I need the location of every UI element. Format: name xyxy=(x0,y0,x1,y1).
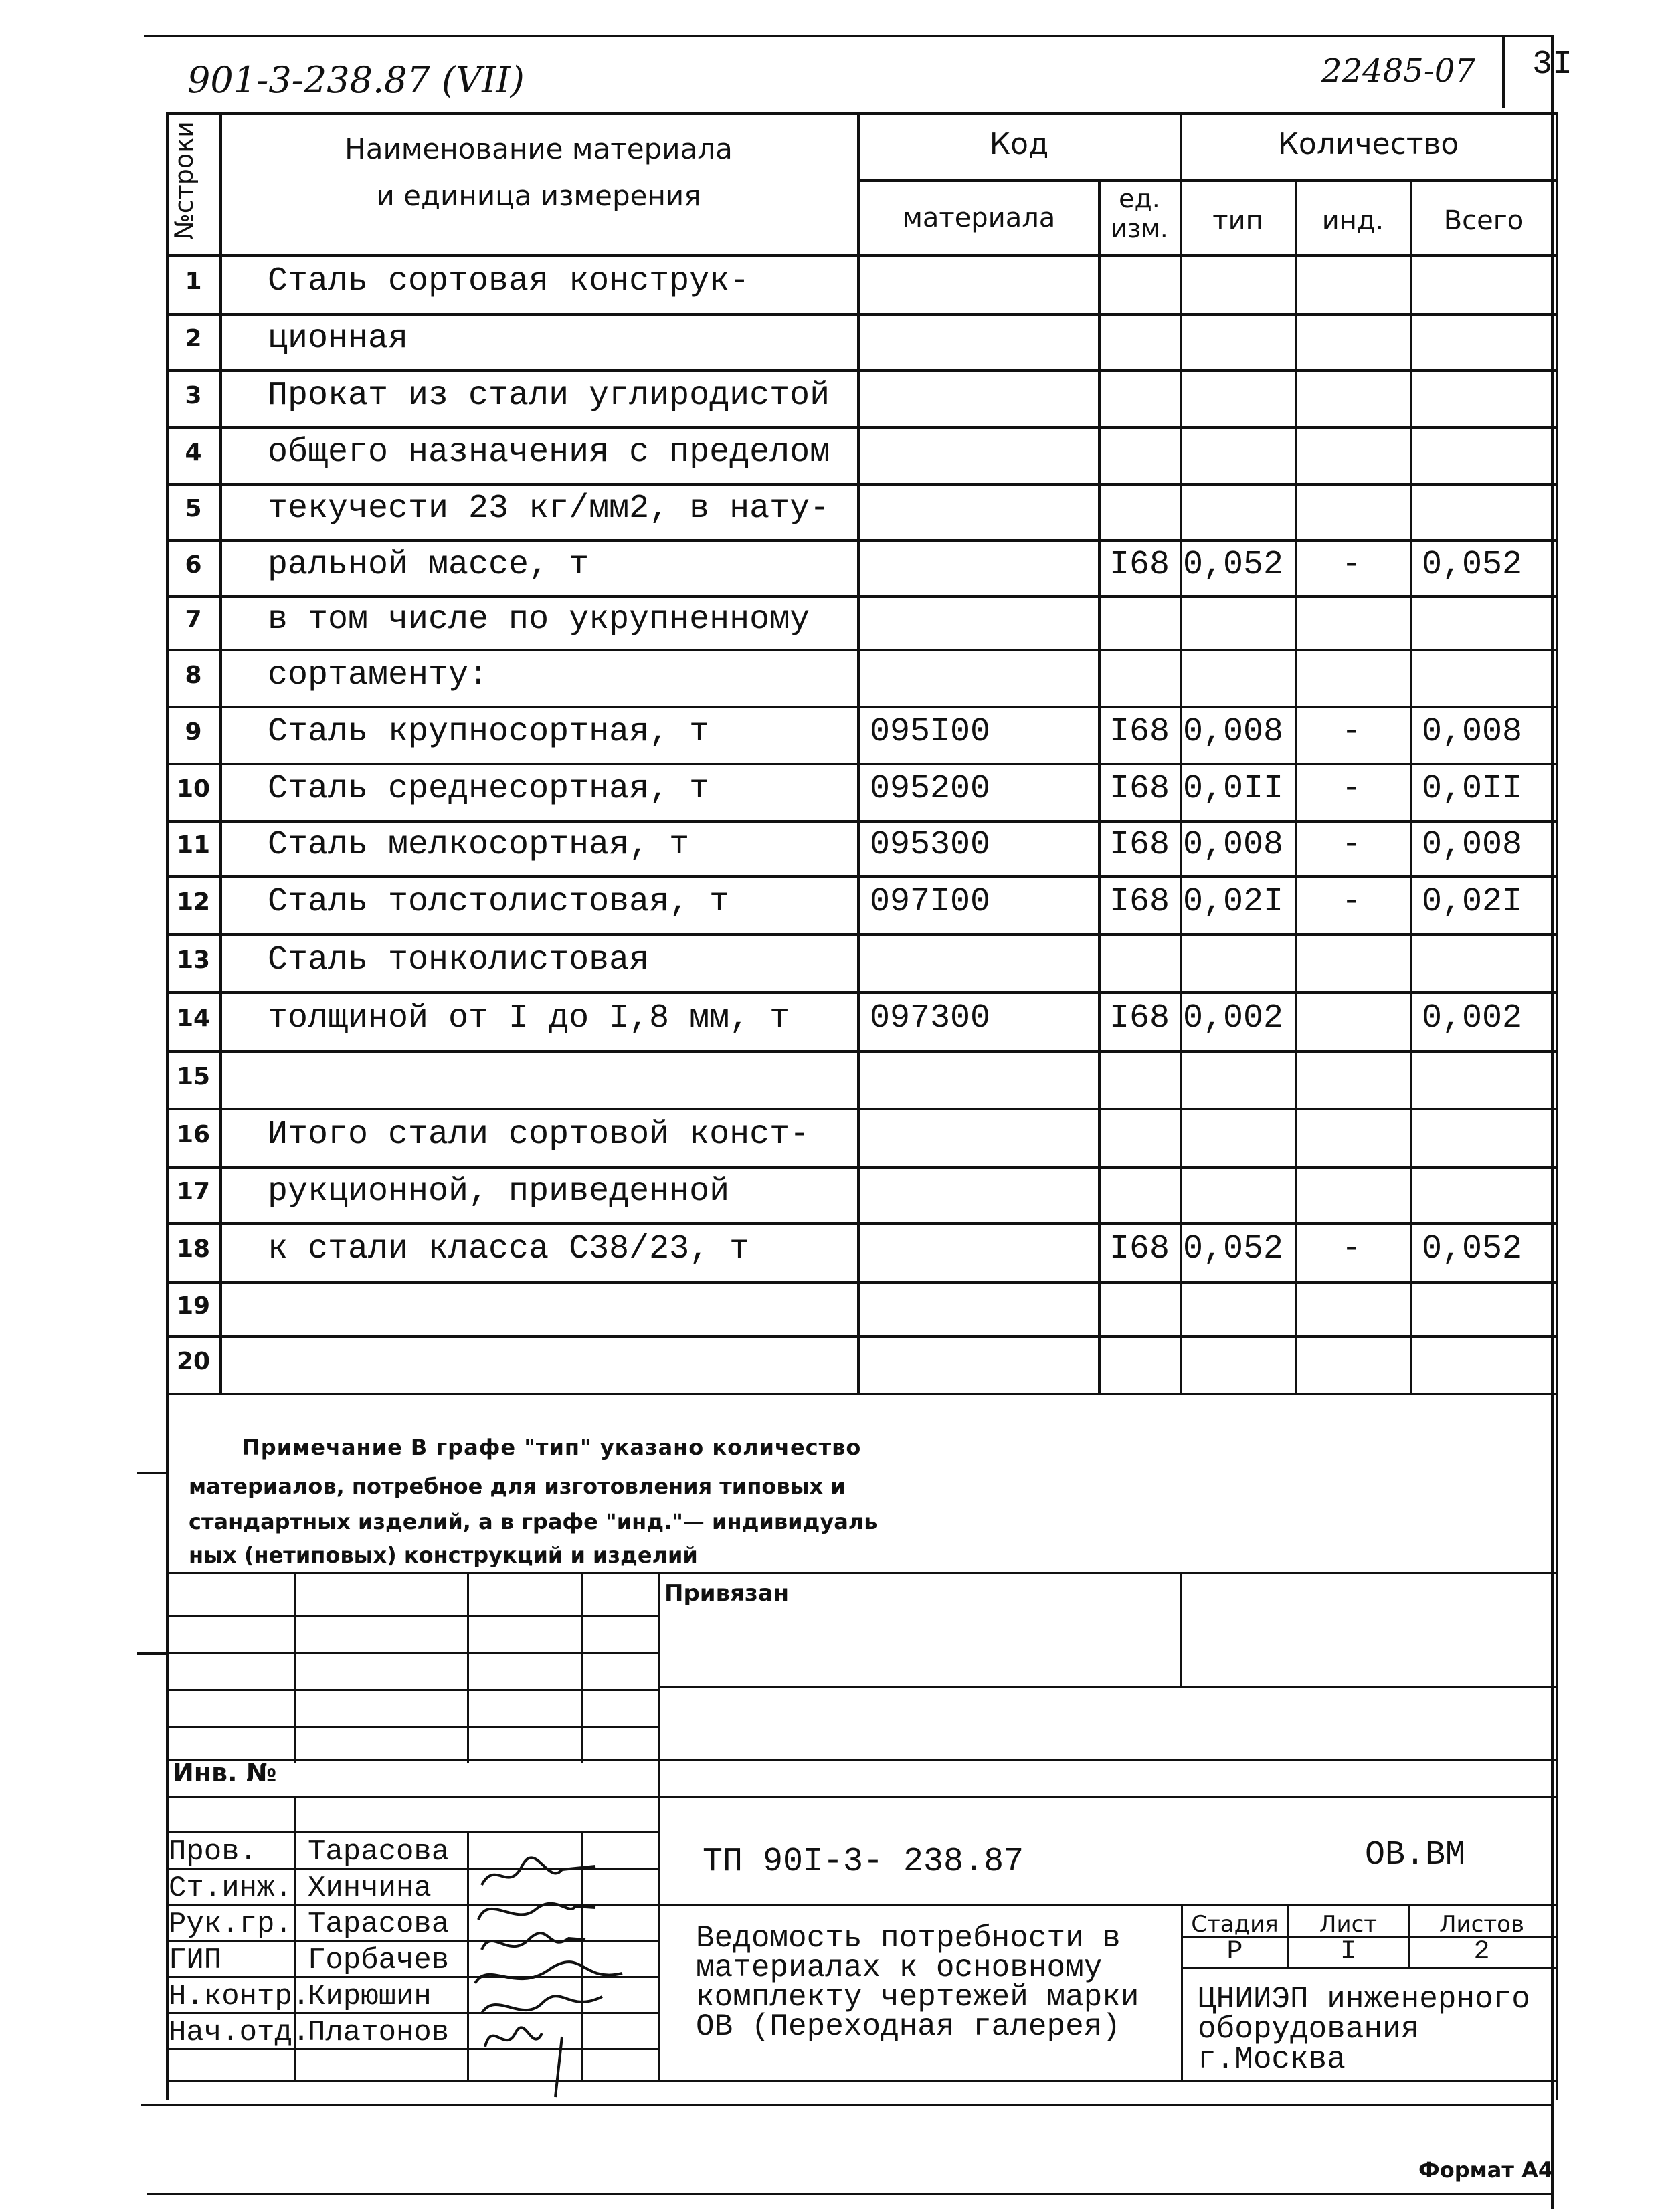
row-name: сортаменту: xyxy=(268,656,489,694)
row-line xyxy=(166,820,1556,823)
row-name: в том числе по укрупненному xyxy=(268,601,810,639)
row-name: Прокат из стали углиродистой xyxy=(268,376,830,415)
signer-role: Рук.гр. xyxy=(169,1908,292,1941)
note-line-3: стандартных изделий, а в графе "инд."— индивидуаль xyxy=(189,1509,878,1534)
margin-tick xyxy=(137,1652,167,1655)
signature-scribbles xyxy=(468,1853,669,2134)
document-code: 901-3-238.87 (VII) xyxy=(187,59,525,101)
row-number: 4 xyxy=(185,438,202,466)
page-number-box-left xyxy=(1502,35,1505,108)
row-number: 11 xyxy=(176,831,211,859)
title-top-line xyxy=(658,1904,1556,1906)
row-code: 095I00 xyxy=(870,712,991,751)
signature-6 xyxy=(485,2027,562,2097)
col-typ-line xyxy=(1295,179,1297,1393)
row-name: рукционной, приведенной xyxy=(268,1173,730,1211)
row-total: 0,0II xyxy=(1422,770,1523,808)
stamp-v-col2 xyxy=(467,1572,469,1763)
stamp-left-row xyxy=(166,1652,658,1654)
row-number: 15 xyxy=(176,1063,211,1090)
row-typ: 0,02I xyxy=(1183,882,1284,921)
row-total: 0,052 xyxy=(1422,1230,1523,1268)
signature-2 xyxy=(478,1904,595,1920)
row-ind: - xyxy=(1342,546,1362,584)
header-quantity: Количество xyxy=(1277,127,1459,161)
signer-name: Хинчина xyxy=(308,1872,432,1905)
row-code: 097I00 xyxy=(870,882,991,921)
inv-no-label: Инв. № xyxy=(173,1758,277,1787)
signature-1 xyxy=(482,1857,595,1885)
row-line xyxy=(166,1108,1556,1110)
signer-name: Платонов xyxy=(308,2016,450,2049)
row-line xyxy=(166,539,1556,542)
row-name: Сталь толстолистовая, т xyxy=(268,882,730,921)
stage-value: Р xyxy=(1226,1937,1243,1967)
drawing-mark: ОВ.ВМ xyxy=(1365,1836,1466,1874)
row-name: ральной массе, т xyxy=(268,546,589,584)
row-typ: 0,008 xyxy=(1183,712,1284,751)
org-line-2: оборудования xyxy=(1198,2012,1420,2047)
row-name: Сталь крупносортная, т xyxy=(268,712,710,751)
row-number: 13 xyxy=(176,946,211,974)
header-unit-line2: изм. xyxy=(1111,214,1168,243)
row-number: 17 xyxy=(176,1178,211,1205)
title-line-2: материалах к основному xyxy=(696,1950,1103,1985)
header-material: материала xyxy=(902,203,1056,233)
org-line-3: г.Москва xyxy=(1198,2042,1346,2077)
row-name: Сталь мелкосортная, т xyxy=(268,826,690,864)
row-total: 0,008 xyxy=(1422,712,1523,751)
col-unit-line xyxy=(1180,112,1182,1393)
row-name: Сталь среднесортная, т xyxy=(268,770,710,808)
row-name: Сталь сортовая конструк- xyxy=(268,262,750,300)
row-line xyxy=(166,1222,1556,1225)
margin-tick xyxy=(137,1472,167,1474)
header-unit-line1: ед. xyxy=(1119,184,1160,213)
row-number: 5 xyxy=(185,495,202,522)
row-line xyxy=(166,483,1556,486)
row-number: 2 xyxy=(185,325,202,353)
row-line xyxy=(166,313,1556,316)
signer-role: Ст.инж. xyxy=(169,1872,292,1905)
org-line-1: ЦНИИЭП инженерного xyxy=(1198,1982,1530,2017)
table-top-line xyxy=(166,112,1556,115)
row-line xyxy=(166,1050,1556,1053)
inv-bottom-line xyxy=(166,1796,1556,1798)
row-line xyxy=(166,991,1556,994)
row-typ: 0,0II xyxy=(1183,770,1284,808)
note-line-4: ных (нетиповых) конструкций и изделий xyxy=(189,1542,698,1568)
row-line xyxy=(166,763,1556,765)
frame-right-inner-line xyxy=(1556,1393,1558,2100)
header-row-no: №строки xyxy=(169,121,199,240)
frame-right-line xyxy=(1551,35,1554,2209)
stamp-top-line xyxy=(166,1572,1556,1574)
privyazan-right-line xyxy=(1180,1572,1182,1686)
inv-top-line xyxy=(166,1759,1556,1761)
title-line-4: ОВ (Переходная галерея) xyxy=(696,2009,1121,2044)
row-unit: I68 xyxy=(1109,826,1170,864)
row-number: 20 xyxy=(176,1348,211,1375)
row-name: Итого стали сортовой конст- xyxy=(268,1115,810,1154)
signature-3 xyxy=(482,1933,585,1950)
header-ind: инд. xyxy=(1321,205,1384,236)
sheet-label: Лист xyxy=(1319,1911,1378,1938)
row-unit: I68 xyxy=(1109,999,1170,1037)
note-line-1: Примечание В графе "тип" указано количество xyxy=(242,1435,862,1460)
col-name-line xyxy=(857,112,860,1393)
row-total: 0,008 xyxy=(1422,826,1523,864)
row-name: толщиной от I до I,8 мм, т xyxy=(268,999,790,1037)
signer-role: Н.контр. xyxy=(169,1980,310,2013)
header-name-line1: Наименование материала xyxy=(345,132,733,165)
signature-5 xyxy=(482,1996,602,2013)
signer-name: Кирюшин xyxy=(308,1980,432,2013)
row-name: к стали класса С38/23, т xyxy=(268,1230,750,1268)
title-line-3: комплекту чертежей марки xyxy=(696,1980,1139,2015)
col-code-line xyxy=(1098,179,1101,1393)
row-line xyxy=(166,595,1556,598)
row-total: 0,002 xyxy=(1422,999,1523,1037)
privyazan-label: Привязан xyxy=(664,1580,790,1607)
stamp-left-row xyxy=(166,1726,658,1728)
row-line xyxy=(166,649,1556,651)
row-number: 3 xyxy=(185,381,202,409)
project-code: ТП 90I-3- 238.87 xyxy=(703,1843,1024,1881)
row-line xyxy=(166,1166,1556,1169)
signature-4 xyxy=(475,1962,622,1983)
header-sub-line xyxy=(858,179,1556,182)
signer-role: ГИП xyxy=(169,1944,222,1977)
row-ind: - xyxy=(1342,1230,1362,1268)
header-code: Код xyxy=(989,127,1049,161)
row-typ: 0,002 xyxy=(1183,999,1284,1037)
row-ind: - xyxy=(1342,882,1362,921)
signer-role: Нач.отд. xyxy=(169,2016,310,2049)
row-line xyxy=(166,1393,1556,1395)
stamp-left-row xyxy=(166,1689,658,1691)
row-line xyxy=(166,426,1556,429)
row-name: общего назначения с пределом xyxy=(268,433,830,472)
row-code: 095300 xyxy=(870,826,991,864)
row-typ: 0,052 xyxy=(1183,1230,1284,1268)
stage-label: Стадия xyxy=(1191,1911,1279,1938)
sheet-value: I xyxy=(1340,1937,1356,1967)
col-rowno-line xyxy=(219,112,222,1393)
row-total: 0,02I xyxy=(1422,882,1523,921)
row-unit: I68 xyxy=(1109,770,1170,808)
row-unit: I68 xyxy=(1109,1230,1170,1268)
row-ind: - xyxy=(1342,712,1362,751)
row-line xyxy=(166,369,1556,372)
row-number: 7 xyxy=(185,606,202,633)
signer-top-line xyxy=(166,1831,658,1833)
frame-bottom-line xyxy=(141,2104,1551,2106)
row-number: 10 xyxy=(176,775,211,803)
header-typ: тип xyxy=(1212,205,1263,236)
row-name: текучести 23 кг/мм2, в нату- xyxy=(268,490,830,528)
row-code: 095200 xyxy=(870,770,991,808)
row-typ: 0,008 xyxy=(1183,826,1284,864)
sheets-label: Листов xyxy=(1439,1911,1524,1938)
frame-top-line xyxy=(144,35,1551,37)
format-label: Формат А4 xyxy=(1418,2157,1554,2183)
header-name-line2: и единица измерения xyxy=(376,179,701,212)
stamp-bottom-line xyxy=(166,2080,1556,2082)
privyazan-bottom-line xyxy=(658,1686,1556,1688)
row-line xyxy=(166,706,1556,708)
note-line-2: материалов, потребное для изготовления типовых и xyxy=(189,1474,846,1499)
inventory-code: 22485-07 xyxy=(1321,52,1475,90)
row-unit: I68 xyxy=(1109,882,1170,921)
row-ind: - xyxy=(1342,770,1362,808)
row-number: 16 xyxy=(176,1120,211,1148)
stamp-v-col1 xyxy=(294,1572,296,1763)
header-total: Всего xyxy=(1443,205,1524,236)
row-number: 8 xyxy=(185,661,202,689)
signer-role: Пров. xyxy=(169,1835,258,1869)
row-number: 9 xyxy=(185,718,202,746)
row-name: Сталь тонколистовая xyxy=(268,940,650,979)
row-unit: I68 xyxy=(1109,546,1170,584)
row-line xyxy=(166,1281,1556,1284)
row-total: 0,052 xyxy=(1422,546,1523,584)
row-name: ционная xyxy=(268,320,409,358)
sheets-value: 2 xyxy=(1473,1937,1490,1967)
page-number: 3I xyxy=(1532,45,1573,84)
col-ind-line xyxy=(1410,179,1412,1393)
row-number: 6 xyxy=(185,551,202,579)
col-right-line xyxy=(1556,112,1558,1393)
row-typ: 0,052 xyxy=(1183,546,1284,584)
row-line xyxy=(166,933,1556,936)
stamp-left-row xyxy=(166,1615,658,1617)
row-ind: - xyxy=(1342,826,1362,864)
row-number: 19 xyxy=(176,1292,211,1320)
row-number: 1 xyxy=(185,268,202,295)
signer-name: Горбачев xyxy=(308,1944,450,1977)
row-line xyxy=(166,1335,1556,1338)
row-line xyxy=(166,875,1556,878)
signer-name: Тарасова xyxy=(308,1908,450,1941)
row-number: 18 xyxy=(176,1235,211,1263)
format-line xyxy=(147,2193,1551,2195)
signer-name: Тарасова xyxy=(308,1835,450,1869)
row-number: 14 xyxy=(176,1005,211,1032)
stamp-v-col3 xyxy=(581,1572,583,1763)
title-line-1: Ведомость потребности в xyxy=(696,1921,1121,1956)
row-unit: I68 xyxy=(1109,712,1170,751)
row-code: 097300 xyxy=(870,999,991,1037)
row-line xyxy=(166,254,1556,257)
row-number: 12 xyxy=(176,888,211,916)
